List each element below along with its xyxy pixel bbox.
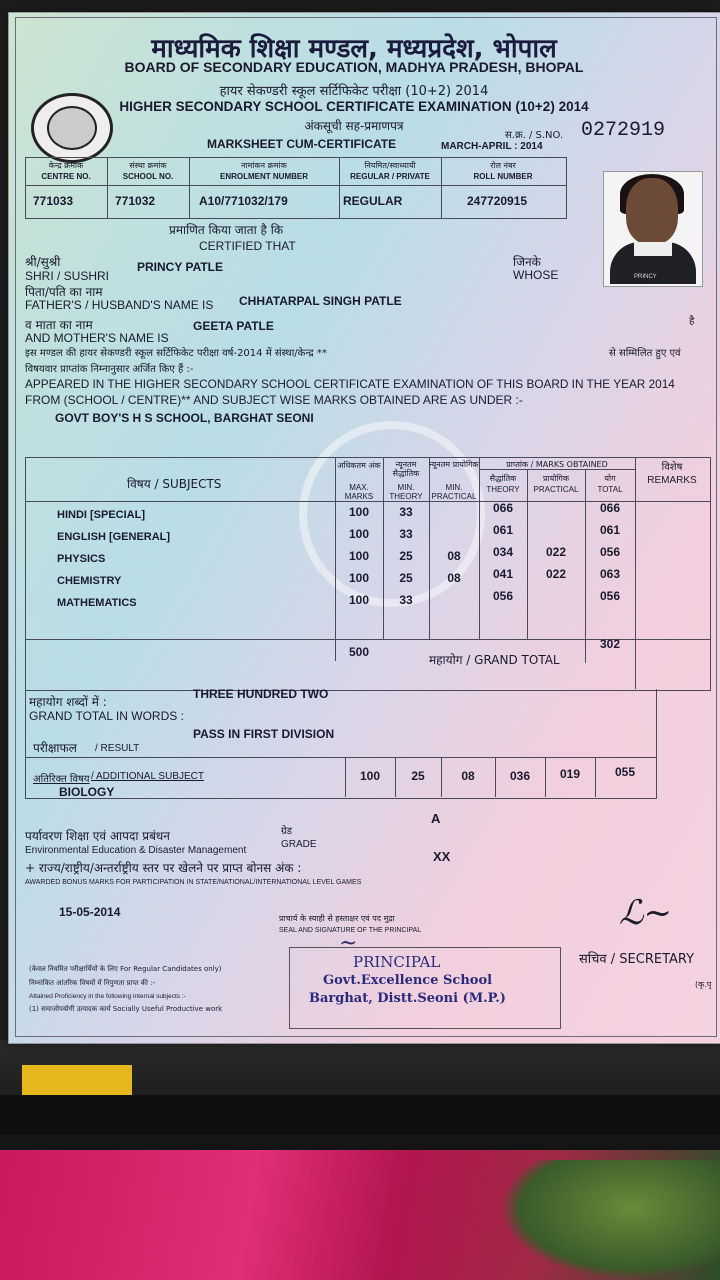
subjects-header: विषय / SUBJECTS [127,477,222,491]
grade-hi: ग्रेड [281,826,292,837]
father-name: CHHATARPAL SINGH PATLE [239,294,402,308]
note-4: (1) समाजोपयोगी उत्पादक कार्य Socially Useful Productive work [29,1005,223,1013]
row-max: 100 [348,505,370,519]
additional-label-en: / ADDITIONAL SUBJECT [91,771,204,782]
school-name: GOVT BOY'S H S SCHOOL, BARGHAT SEONI [55,411,314,425]
marksheet-document [8,12,720,1044]
note-2: निम्नांकित आंतरिक विषयों में निपुणता प्राप्त की :- [29,979,156,987]
mother-en: AND MOTHER'S NAME IS [25,331,169,345]
note-3: Attained Proficiency in the following internal subjects :- [29,993,186,1000]
father-hi: पिता/पति का नाम [25,285,103,299]
bonus-value: XX [433,849,451,864]
whose-en: WHOSE [513,268,559,282]
row-min-pr: 08 [447,549,461,563]
school-label: SCHOOL NO. [122,172,174,181]
words-en: GRAND TOTAL IN WORDS : [29,709,184,723]
marks-col-sep [585,469,586,663]
note-1: (केवल नियमित परीक्षार्थियों के लिए For Regular Candidates only) [29,965,222,973]
row-max: 100 [348,593,370,607]
bonus-hi: + राज्य/राष्ट्रीय/अन्तर्राष्ट्रीय स्तर पर खेलने पर प्राप्त बोनस अंक : [25,861,302,875]
seal-en: SEAL AND SIGNATURE OF THE PRINCIPAL [279,927,422,934]
row-theory: 066 [492,501,514,515]
mother-hi: व माता का नाम [25,318,93,332]
photo-collar [634,242,672,256]
row-total: 066 [599,501,621,515]
additional-practical: 019 [559,767,581,781]
additional-theory: 036 [509,769,531,783]
env-label-en: Environmental Education & Disaster Management [25,845,247,856]
school-label-hi: संस्था क्रमांक [129,161,167,170]
env-label-hi: पर्यावरण शिक्षा एवं आपदा प्रबंधन [25,829,170,843]
row-min-th: 25 [399,571,413,585]
obtained-header: प्राप्तांक / MARKS OBTAINED [506,460,608,469]
mother-name: GEETA PATLE [193,319,274,333]
marks-col-sep [635,457,636,689]
env-grade-value: A [431,811,441,826]
result-en: / RESULT [95,743,140,754]
words-value: THREE HUNDRED TWO [193,687,329,701]
row-theory: 061 [492,523,514,537]
stamp-line-2: Barghat, Distt.Seoni (M.P.) [309,991,506,1006]
stamp-line-1: Govt.Excellence School [323,973,493,988]
enrol-label: ENROLMENT NUMBER [220,172,308,181]
exam-hindi: हायर सेकण्डरी स्कूल सर्टिफिकेट परीक्षा (10+2) 2014 [219,84,489,99]
row-theory: 034 [492,545,514,559]
roll-label-hi: रोल नंबर [490,161,516,170]
additional-min-th: 25 [411,769,425,783]
row-min-pr: 08 [447,571,461,585]
school-value: 771032 [115,194,156,208]
type-value: REGULAR [343,194,403,208]
centre-value: 771033 [33,194,74,208]
para-hi-2: विषयवार प्राप्तांक निम्नानुसार अर्जित किए हैं :- [25,364,194,375]
exam-english: HIGHER SECONDARY SCHOOL CERTIFICATE EXAMINATION (10+2) 2014 [119,99,589,114]
corner-note: (कृ.पृ [695,980,712,989]
row-practical: 022 [545,567,567,581]
roll-label: ROLL NUMBER [473,172,533,181]
type-label: REGULAR / PRIVATE [350,172,430,181]
para-hi-1b: से सम्मिलित हुए एवं [609,348,681,359]
row-total: 061 [599,523,621,537]
father-en: FATHER'S / HUSBAND'S NAME IS [25,298,214,312]
max-header-en: MAX. MARKS [344,483,374,501]
row-theory: 041 [492,567,514,581]
session: MARCH-APRIL : 2014 [441,141,543,152]
result-value: PASS IN FIRST DIVISION [193,727,335,741]
row-min-th: 33 [399,527,413,541]
seal-hi: प्राचार्य के स्याही से हस्ताक्षर एवं पद मुद्रा [279,914,395,923]
min-th-header-en: MIN. THEORY [389,483,423,501]
remarks-header-en: REMARKS [647,475,697,486]
hai-text: है [689,316,695,327]
centre-label: CENTRE NO. [41,172,91,181]
ob-total-hi: योग [604,474,616,483]
type-label-hi: नियमित/स्वाध्यायी [364,161,416,170]
row-max: 100 [348,549,370,563]
student-photo [603,171,703,287]
ob-prac-en: PRACTICAL [533,485,579,494]
certify-en: CERTIFIED THAT [199,239,296,253]
grade-en: GRADE [281,839,317,850]
grand-total-label: महायोग / GRAND TOTAL [429,653,560,667]
sno-label: स.क्र. / S.NO. [505,130,564,141]
sno-value: 0272919 [581,119,666,142]
certify-hi: प्रमाणित किया जाता है कि [169,223,284,237]
para-hi-1: इस मण्डल की हायर सेकण्डरी स्कूल सर्टिफिकेट परीक्षा वर्ष-2014 में संस्था/केन्द्र ** [25,348,327,359]
row-theory: 056 [492,589,514,603]
row-max: 100 [348,527,370,541]
secretary-signature: ℒ~ [619,893,672,933]
ob-theory-en: THEORY [486,485,520,494]
row-max: 100 [348,571,370,585]
whose-hi: जिनके [513,255,541,269]
min-pr-header-en: MIN. PRACTICAL [431,483,477,501]
shri-en: SHRI / SUSHRI [25,269,110,283]
row-subject: CHEMISTRY [57,575,122,587]
roll-value: 247720915 [467,194,528,208]
principal-signature: ~ [339,931,358,956]
ob-total-en: TOTAL [597,485,623,494]
additional-subject: BIOLOGY [59,785,115,799]
principal-title: PRINCIPAL [353,953,441,971]
bonus-en: AWARDED BONUS MARKS FOR PARTICIPATION IN STATE/NATIONAL/INTERNATIONAL LEVEL GAMES [25,879,362,886]
title-hindi: माध्यमिक शिक्षा मण्डल, मध्यप्रदेश, भोपाल [151,34,557,64]
remarks-header-hi: विशेष [661,462,683,473]
row-min-th: 33 [399,505,413,519]
secretary-label: सचिव / SECRETARY [579,952,695,967]
centre-label-hi: केन्द्र क्रमांक [48,161,84,170]
ob-prac-hi: प्रायोगिक [542,474,570,483]
doc-english: MARKSHEET CUM-CERTIFICATE [207,137,397,151]
min-th-header-hi: न्यूनतम सैद्धांतिक [392,460,420,478]
max-total: 500 [348,645,370,659]
para-en-1: APPEARED IN THE HIGHER SECONDARY SCHOOL CERTIFICATE EXAMINATION OF THIS BOARD IN THE YEAR 2014 [25,377,675,391]
result-hi: परीक्षाफल [33,741,77,755]
enrol-label-hi: नामांकन क्रमांक [241,161,287,170]
folder-strip [0,1095,720,1135]
words-hi: महायोग शब्दों में : [29,695,107,709]
row-practical: 022 [545,545,567,559]
student-name: PRINCY PATLE [137,260,224,274]
issue-date: 15-05-2014 [59,905,121,919]
shri-hi: श्री/सुश्री [25,255,61,269]
additional-label-hi: अतिरिक्त विषय [33,774,90,785]
row-subject: PHYSICS [57,553,106,565]
title-english: BOARD OF SECONDARY EDUCATION, MADHYA PRADESH, BHOPAL [124,59,584,75]
row-min-th: 25 [399,549,413,563]
additional-total: 055 [614,765,636,779]
para-en-2: FROM (SCHOOL / CENTRE)** AND SUBJECT WISE MARKS OBTAINED ARE AS UNDER :- [25,393,523,407]
row-total: 063 [599,567,621,581]
min-pr-header-hi: न्यूनतम प्रायोगिक [429,460,479,469]
ob-theory-hi: सैद्धांतिक [489,474,517,483]
row-total: 056 [599,545,621,559]
additional-max: 100 [359,769,381,783]
grand-total-value: 302 [599,637,621,651]
row-min-th: 33 [399,593,413,607]
row-subject: MATHEMATICS [57,597,137,609]
enrol-value: A10/771032/179 [199,194,288,208]
row-subject: ENGLISH [GENERAL] [57,531,171,543]
photo-caption: PRINCY [634,274,657,280]
photo-face [626,178,678,244]
max-header-hi: अधिकतम अंक [337,461,381,470]
doc-hindi: अंकसूची सह-प्रमाणपत्र [304,119,404,133]
additional-min-pr: 08 [461,769,475,783]
row-total: 056 [599,589,621,603]
row-subject: HINDI [SPECIAL] [57,509,145,521]
cloth-pattern [500,1160,720,1280]
